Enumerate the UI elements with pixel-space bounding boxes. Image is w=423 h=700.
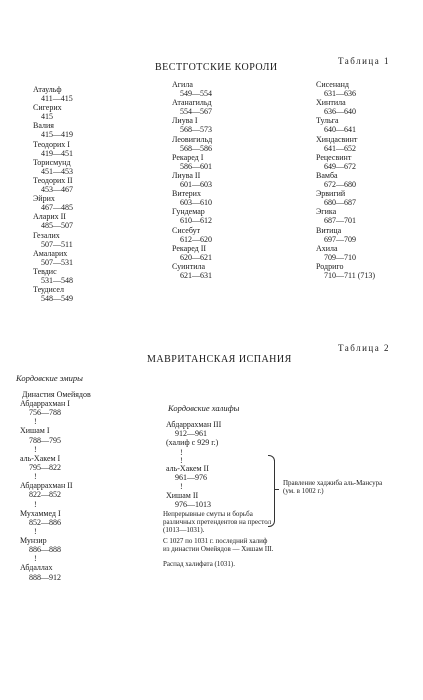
list-item <box>33 85 73 103</box>
king-name: Эйрих <box>33 194 55 204</box>
reign-years: 419—451 <box>41 148 73 158</box>
list-item <box>316 116 375 134</box>
note-caliphate-collapse: Распад халифата (1031). <box>163 560 235 568</box>
reign-years: 415—419 <box>41 130 73 140</box>
list-item: Абдаррахман II 822—852 <box>20 481 73 500</box>
reign-years: 568—573 <box>180 125 212 135</box>
king-name: Атаульф <box>33 85 62 94</box>
king-name: Вамба <box>316 170 338 180</box>
king-name: Лиува I <box>172 116 198 126</box>
reign-years: 451—453 <box>41 166 73 176</box>
king-name: Хиндасвинт <box>316 134 358 144</box>
list-item <box>172 244 212 262</box>
reign-years: 415 <box>41 112 53 122</box>
dynasty-label: Династия Омейядов <box>22 390 91 399</box>
reign-years: 531—548 <box>41 275 73 285</box>
succession-bar: ! <box>34 417 37 427</box>
list-item <box>316 135 375 153</box>
succession-bar: ! <box>34 527 37 537</box>
table2-heading: МАВРИТАНСКАЯ ИСПАНИЯ <box>147 354 292 365</box>
list-item <box>33 249 73 267</box>
emirs-list <box>20 399 150 582</box>
king-name: Ахила <box>316 243 338 253</box>
reign-years: 586—601 <box>180 161 212 171</box>
king-name: Амаларих <box>33 248 68 258</box>
king-name: Рекаред II <box>172 243 207 253</box>
reign-years: 612—620 <box>180 234 212 244</box>
reign-years: 641—652 <box>324 143 356 153</box>
reign-years: 649—672 <box>324 161 356 171</box>
king-name: Сисебут <box>172 225 201 235</box>
list-item: Абдаррахман III 912—961 (халиф с 929 г.) <box>166 420 222 448</box>
king-name: Аларих II <box>33 212 66 222</box>
list-item <box>172 189 212 207</box>
list-item <box>172 116 212 134</box>
reign-years: 601—603 <box>180 180 212 190</box>
reign-years: 568—586 <box>180 143 212 153</box>
reign-years: 631—636 <box>324 89 356 99</box>
list-item: Мунзир 886—888 <box>20 536 61 555</box>
reign-years: 672—680 <box>324 180 356 190</box>
table2-label: Таблица 2 <box>338 343 390 353</box>
king-name: Родриго <box>316 261 344 271</box>
emirs-heading: Кордовские эмиры <box>16 373 83 383</box>
king-name: Тевдис <box>33 266 57 276</box>
list-item <box>316 98 375 116</box>
king-name: Торисмунд <box>33 157 71 167</box>
list-item <box>316 244 375 262</box>
list-item: Абдаррахман I 756—788 <box>20 399 70 418</box>
list-item <box>172 262 212 280</box>
kings-column-2 <box>172 80 212 280</box>
kings-column-1 <box>33 85 73 303</box>
table1-heading: ВЕСТГОТСКИЕ КОРОЛИ <box>155 62 278 73</box>
reign-years: 548—549 <box>41 294 73 304</box>
list-item <box>172 135 212 153</box>
king-name: Витица <box>316 225 342 235</box>
reign-years: 680—687 <box>324 198 356 208</box>
king-name: Хинтила <box>316 98 346 108</box>
list-item <box>33 103 73 121</box>
list-item: Мухаммед I 852—886 <box>20 508 61 527</box>
king-name: Теодорих I <box>33 139 70 149</box>
list-item: аль-Хакем I 795—822 <box>20 453 61 473</box>
list-item <box>316 80 375 98</box>
list-item <box>33 121 73 139</box>
reign-years: 697—709 <box>324 234 356 244</box>
list-item <box>172 207 212 225</box>
list-item <box>316 262 375 280</box>
list-item <box>33 140 73 158</box>
reign-years: 554—567 <box>180 107 212 117</box>
list-item <box>172 171 212 189</box>
reign-years: 467—485 <box>41 203 73 213</box>
list-item <box>33 285 73 303</box>
caliphs-heading: Кордовские халифы <box>168 403 240 413</box>
side-note-mansur: Правление хаджиба аль-Мансура (ум. в 1002 г.) <box>283 479 383 495</box>
reign-years: 603—610 <box>180 198 212 208</box>
reign-years: 411—415 <box>41 94 73 104</box>
king-name: Агила <box>172 80 193 89</box>
succession-bar: ! <box>34 499 37 509</box>
king-name: Сисенанд <box>316 80 349 89</box>
list-item: Хишам II 976—1013 <box>166 491 211 510</box>
reign-years: 621—631 <box>180 270 212 280</box>
list-item <box>172 98 212 116</box>
kings-column-3 <box>316 80 375 280</box>
king-name: Лиува II <box>172 170 201 180</box>
king-name: Леовигильд <box>172 134 213 144</box>
king-name: Теудисел <box>33 285 64 295</box>
list-item <box>172 226 212 244</box>
list-item: Абдаллах 888—912 <box>20 563 61 582</box>
list-item <box>316 189 375 207</box>
succession-bar: ! <box>34 472 37 482</box>
reign-years: 709—710 <box>324 252 356 262</box>
list-item <box>33 158 73 176</box>
succession-bar: ! <box>34 554 37 564</box>
reign-years: 610—612 <box>180 216 212 226</box>
reign-years: 549—554 <box>180 89 212 99</box>
king-name: Теодорих II <box>33 175 73 185</box>
reign-years: 710—711 (713) <box>324 270 376 280</box>
king-name: Сигерих <box>33 103 62 113</box>
list-item <box>316 207 375 225</box>
king-name: Валия <box>33 121 54 131</box>
king-name: Суинтила <box>172 261 206 271</box>
list-item: Хишам I 788—795 <box>20 426 61 445</box>
king-name: Эрвигий <box>316 189 346 199</box>
succession-bar: ! <box>180 447 183 457</box>
caliphs-list <box>166 420 270 509</box>
king-name: Эгика <box>316 207 337 217</box>
reign-years: 507—531 <box>41 257 73 267</box>
list-item: аль-Хакем II 961—976 <box>166 463 209 482</box>
list-item <box>33 194 73 212</box>
king-name: Тульга <box>316 116 339 126</box>
succession-bar: ! <box>180 482 183 492</box>
king-name: Рецесвинт <box>316 152 352 162</box>
list-item <box>316 153 375 171</box>
note-last-caliph: С 1027 по 1031 г. последний халиф из династии Омейядов — Хишам III. <box>163 537 274 553</box>
table1-label: Таблица 1 <box>338 56 390 66</box>
list-item <box>316 226 375 244</box>
brace-bracket <box>268 455 275 527</box>
reign-years: 453—467 <box>41 185 73 195</box>
note-turmoil: Непрерывные смуты и борьба различных претендентов на престол (1013—1031). <box>163 510 272 534</box>
king-name: Гундемар <box>172 207 205 217</box>
reign-years: 640—641 <box>324 125 356 135</box>
succession-bar: ! <box>180 455 183 465</box>
list-item <box>33 231 73 249</box>
king-name: Рекаред I <box>172 152 204 162</box>
succession-bar: ! <box>34 444 37 454</box>
list-item <box>172 153 212 171</box>
reign-years: 636—640 <box>324 107 356 117</box>
brace-tip <box>274 489 279 490</box>
reign-years: 507—511 <box>41 239 73 249</box>
king-name: Витерих <box>172 189 201 199</box>
list-item <box>172 80 212 98</box>
reign-years: 620—621 <box>180 252 212 262</box>
reign-years: 687—701 <box>324 216 356 226</box>
list-item <box>33 212 73 230</box>
list-item <box>33 267 73 285</box>
list-item <box>316 171 375 189</box>
king-name: Гезалих <box>33 230 60 240</box>
reign-years: 485—507 <box>41 221 73 231</box>
king-name: Атанагильд <box>172 98 212 108</box>
list-item <box>33 176 73 194</box>
